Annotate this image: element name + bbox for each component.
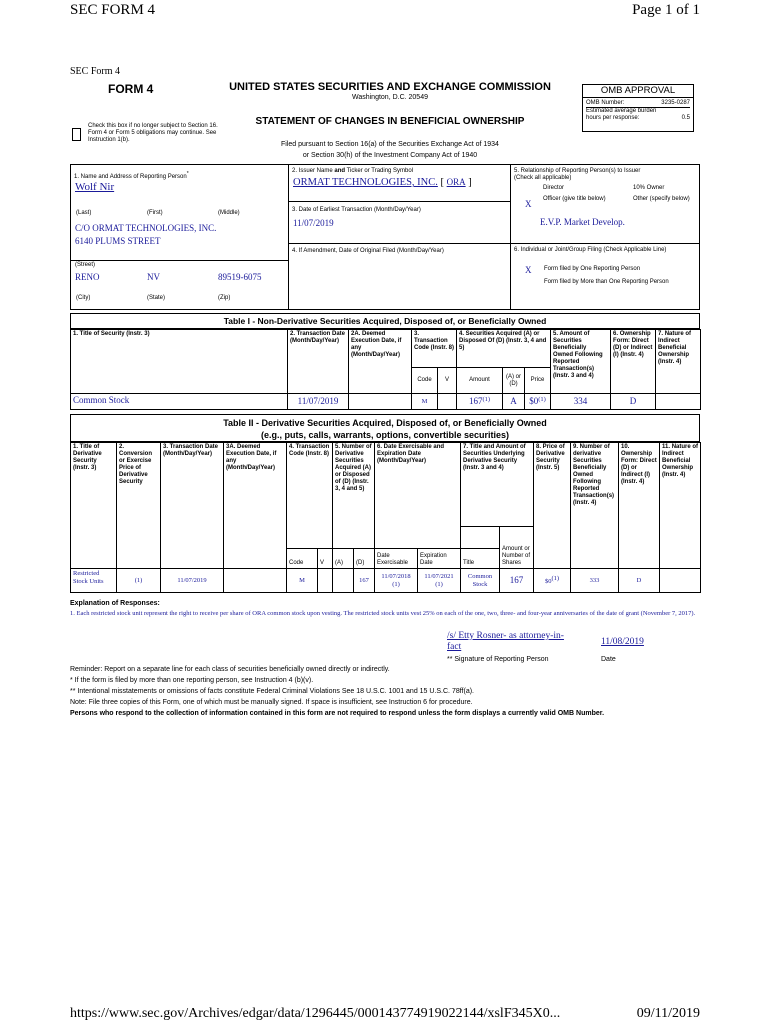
relationship-label: 5. Relationship of Reporting Person(s) to Issuer	[514, 168, 641, 174]
officer-option[interactable]: Officer (give title below)	[543, 196, 606, 202]
t1-security-title: Common Stock	[73, 395, 130, 405]
t1-code: M	[421, 397, 428, 405]
t1-price: $0	[529, 396, 539, 406]
t1-form: D	[629, 396, 637, 406]
t2-h-deemed: 3A. Deemed Execution Date, if any (Month/Day/Year)	[224, 443, 287, 569]
t1-h-code-sub: Code	[412, 368, 438, 394]
t2-disposed: 167	[359, 576, 369, 584]
zip-label: (Zip)	[218, 295, 231, 301]
t2-h-shares: Amount or Number of Shares	[500, 527, 534, 569]
statement-title: STATEMENT OF CHANGES IN BENEFICIAL OWNERSHIP	[255, 116, 525, 127]
t1-h-securities: 4. Securities Acquired (A) or Disposed Of (D) (Instr. 3, 4 and 5)	[457, 330, 551, 368]
omb-number: 3235-0287	[661, 100, 690, 106]
table1-nonderivative	[70, 329, 701, 410]
t2-h-exer: Date Exercisable	[375, 549, 418, 569]
no-longer-subject-checkbox[interactable]	[72, 128, 81, 141]
middle-label: (Middle)	[218, 210, 240, 216]
t1-h-amount: Amount	[457, 368, 503, 394]
t2-h-date: 3. Transaction Date (Month/Day/Year)	[161, 443, 224, 569]
table-row: Common Stock 11/07/2019 M 167$^{(1)}$ A $0$^{(1)}$ 334 D	[71, 394, 701, 410]
t2-h-nature: 11. Nature of Indirect Beneficial Ownership (Instr. 4)	[660, 443, 701, 569]
t2-exercisable: 11/07/2018	[381, 572, 411, 580]
table-row: Restricted Stock Units (1) 11/07/2019 M 167 11/07/2018 (1) 11/07/2021 (1) Common Stock 167 $0$^{(1)}$ 333 D	[71, 569, 701, 593]
omb-number-label: OMB Number:	[586, 100, 625, 106]
t2-h-exp: Expiration Date	[418, 549, 461, 569]
t1-h-v: V	[438, 368, 457, 394]
issuer-label: 2. Issuer Name and Ticker or Trading Symbol	[292, 168, 414, 174]
reporting-person-label: 1. Name and Address of Reporting Person*	[74, 171, 189, 180]
t1-h-date: 2. Transaction Date (Month/Day/Year)	[288, 330, 349, 394]
officer-checkmark[interactable]: X	[525, 199, 532, 209]
omb-hours-label: hours per response:	[586, 115, 640, 122]
t2-security-title: Restricted Stock Units	[73, 570, 104, 585]
t1-h-nature: 7. Nature of Indirect Beneficial Ownership (Instr. 4)	[656, 330, 701, 394]
table2-derivative	[70, 442, 701, 593]
print-header-page: Page 1 of 1	[632, 2, 700, 18]
address-line-2: 6140 PLUMS STREET	[75, 236, 161, 246]
relationship-sub: (Check all applicable)	[514, 175, 572, 181]
t1-h-title: 1. Title of Security (Instr. 3)	[71, 330, 288, 394]
earliest-date-label: 3. Date of Earliest Transaction (Month/Day/Year)	[292, 207, 421, 213]
t2-h-owned: 9. Number of derivative Securities Beneficially Owned Following Reported Transaction(s) (Instr. 4)	[571, 443, 619, 569]
explanation-label: Explanation of Responses:	[70, 600, 160, 607]
note-omb: Persons who respond to the collection of information contained in this form are not required to respond unless the form displays a currently valid OMB Number.	[70, 710, 605, 717]
checkbox-instruction: Check this box if no longer subject to Section 16. Form 4 or Form 5 obligations may continue. See Instruction 1(b).	[88, 123, 218, 144]
t2-h-title: 1. Title of Derivative Security (Instr. 3)	[71, 443, 117, 569]
t2-h-ttl: Title	[461, 549, 500, 569]
print-header-title: SEC FORM 4	[70, 2, 156, 18]
zip-value: 89519-6075	[218, 272, 262, 282]
last-label: (Last)	[76, 210, 92, 216]
t1-h-form: 6. Ownership Form: Direct (D) or Indirect (I) (Instr. 4)	[611, 330, 656, 394]
form-title: FORM 4	[108, 82, 154, 96]
t2-shares: 167	[509, 575, 524, 585]
t2-conversion-fn: (1)	[134, 576, 143, 584]
commission-city: Washington, D.C. 20549	[351, 94, 428, 101]
director-option[interactable]: Director	[543, 185, 565, 191]
t1-h-price: Price	[525, 368, 551, 394]
t2-h-a: (A)	[333, 549, 354, 569]
t1-h-deemed: 2A. Deemed Execution Date, if any (Month/Day/Year)	[349, 330, 412, 394]
t1-owned: 334	[573, 396, 588, 406]
t1-h-owned: 5. Amount of Securities Beneficially Owned Following Reported Transaction(s) (Instr. 3 and 4)	[551, 330, 611, 394]
reporting-person-name[interactable]: Wolf Nir	[75, 181, 115, 193]
t2-h-number: 5. Number of Derivative Securities Acquired (A) or Disposed of (D) (Instr. 3, 4 and 5)	[333, 443, 375, 549]
other-option[interactable]: Other (specify below)	[633, 196, 690, 202]
issuer-ticker[interactable]: ORA	[446, 177, 466, 187]
t2-h-v: V	[318, 549, 333, 569]
signature-date: 11/08/2019	[601, 637, 644, 647]
t1-amount: 167	[468, 396, 483, 406]
t2-h-conversion: 2. Conversion or Exercise Price of Derivative Security	[117, 443, 161, 569]
t2-code: M	[299, 576, 305, 584]
address-line-1: C/O ORMAT TECHNOLOGIES, INC.	[75, 223, 217, 233]
t1-date: 11/07/2019	[297, 396, 339, 406]
t2-h-price: 8. Price of Derivative Security (Instr. 5)	[534, 443, 571, 569]
t1-h-aord: (A) or (D)	[503, 368, 525, 394]
t2-price: $0	[544, 578, 552, 585]
omb-approval-box	[582, 84, 694, 132]
omb-title: OMB APPROVAL	[583, 85, 693, 98]
issuer-name[interactable]: ORMAT TECHNOLOGIES, INC.	[293, 177, 438, 188]
t2-expiration: 11/07/2021	[424, 572, 454, 580]
state-label: (State)	[147, 295, 166, 301]
note-misstatements: ** Intentional misstatements or omissions of facts constitute Federal Criminal Violations See 18 U.S.C. 1001 and 15 U.S.C. 78ff(a).	[70, 688, 474, 695]
note-reminder: Reminder: Report on a separate line for each class of securities beneficially owned directly or indirectly.	[70, 666, 390, 673]
ten-pct-owner-option[interactable]: 10% Owner	[633, 185, 665, 191]
t2-h-underlying: 7. Title and Amount of Securities Underlying Derivative Security (Instr. 3 and 4)	[461, 443, 534, 527]
one-person-checkmark[interactable]: X	[525, 265, 532, 275]
filed-pursuant-1: Filed pursuant to Section 16(a) of the Securities Exchange Act of 1934	[281, 141, 499, 148]
explanation-text: 1. Each restricted stock unit represent the right to receive per share of ORA common stock upon vesting. The restricted stock units vest 25% on each of the one, two, three- and four-year anniversaries of the date of grant (November 7, 2017).	[70, 610, 696, 617]
sec-form-label: SEC Form 4	[70, 66, 121, 77]
t2-form: D	[636, 576, 642, 584]
omb-burden-label: Estimated average burden	[586, 108, 657, 115]
state-value: NV	[147, 272, 160, 282]
earliest-date: 11/07/2019	[293, 218, 334, 228]
city-label: (City)	[76, 295, 91, 301]
t2-h-form: 10. Ownership Form: Direct (D) or Indirect (I) (Instr. 4)	[619, 443, 660, 569]
t1-aord: A	[510, 396, 517, 406]
city-value: RENO	[75, 272, 100, 282]
t2-date: 11/07/2019	[177, 576, 207, 584]
issuer-name-ticker: ORMAT TECHNOLOGIES, INC. [ ORA ]	[293, 177, 472, 188]
table2-title: Table II - Derivative Securities Acquired, Disposed of, or Beneficially Owned (e.g., puts, calls, warrants, options, convertible securities)	[70, 414, 700, 442]
t2-h-exercisable: 6. Date Exercisable and Expiration Date (Month/Day/Year)	[375, 443, 461, 549]
signature-name[interactable]: /s/ Etty Rosner- as attorney-in-fact	[447, 631, 564, 652]
officer-title: E.V.P. Market Develop.	[540, 217, 625, 227]
print-footer-url: https://www.sec.gov/Archives/edgar/data/1296445/000143774919022144/xslF345X0...	[70, 1006, 561, 1021]
filed-pursuant-2: or Section 30(h) of the Investment Company Act of 1940	[302, 152, 478, 159]
signature-label: ** Signature of Reporting Person	[447, 656, 549, 663]
table1-title: Table I - Non-Derivative Securities Acquired, Disposed of, or Beneficially Owned	[70, 313, 700, 329]
t2-h-code: 4. Transaction Code (Instr. 8)	[287, 443, 333, 549]
first-label: (First)	[147, 210, 163, 216]
t2-h-d: (D)	[354, 549, 375, 569]
t2-underlying-title: Common Stock	[467, 572, 493, 588]
commission-name: UNITED STATES SECURITIES AND EXCHANGE COMMISSION	[229, 81, 551, 93]
t2-h-code-sub: Code	[287, 549, 318, 569]
t2-owned: 333	[589, 576, 600, 584]
t1-h-code: 3. Transaction Code (Instr. 8)	[412, 330, 457, 368]
amendment-label: 4. If Amendment, Date of Original Filed (Month/Day/Year)	[292, 248, 444, 254]
multi-person-option[interactable]: Form filed by More than One Reporting Person	[544, 279, 669, 285]
one-person-option[interactable]: Form filed by One Reporting Person	[544, 266, 641, 272]
street-label: (Street)	[75, 262, 96, 268]
omb-hours: 0.5	[681, 115, 690, 122]
print-footer-date: 09/11/2019	[636, 1006, 700, 1021]
signature-date-label: Date	[601, 656, 616, 663]
filing-label: 6. Individual or Joint/Group Filing (Check Applicable Line)	[514, 247, 667, 253]
note-multiple-filers: * If the form is filed by more than one reporting person, see Instruction 4 (b)(v).	[70, 677, 314, 684]
note-copies: Note: File three copies of this Form, one of which must be manually signed. If space is insufficient, see Instruction 6 for procedure.	[70, 699, 473, 706]
